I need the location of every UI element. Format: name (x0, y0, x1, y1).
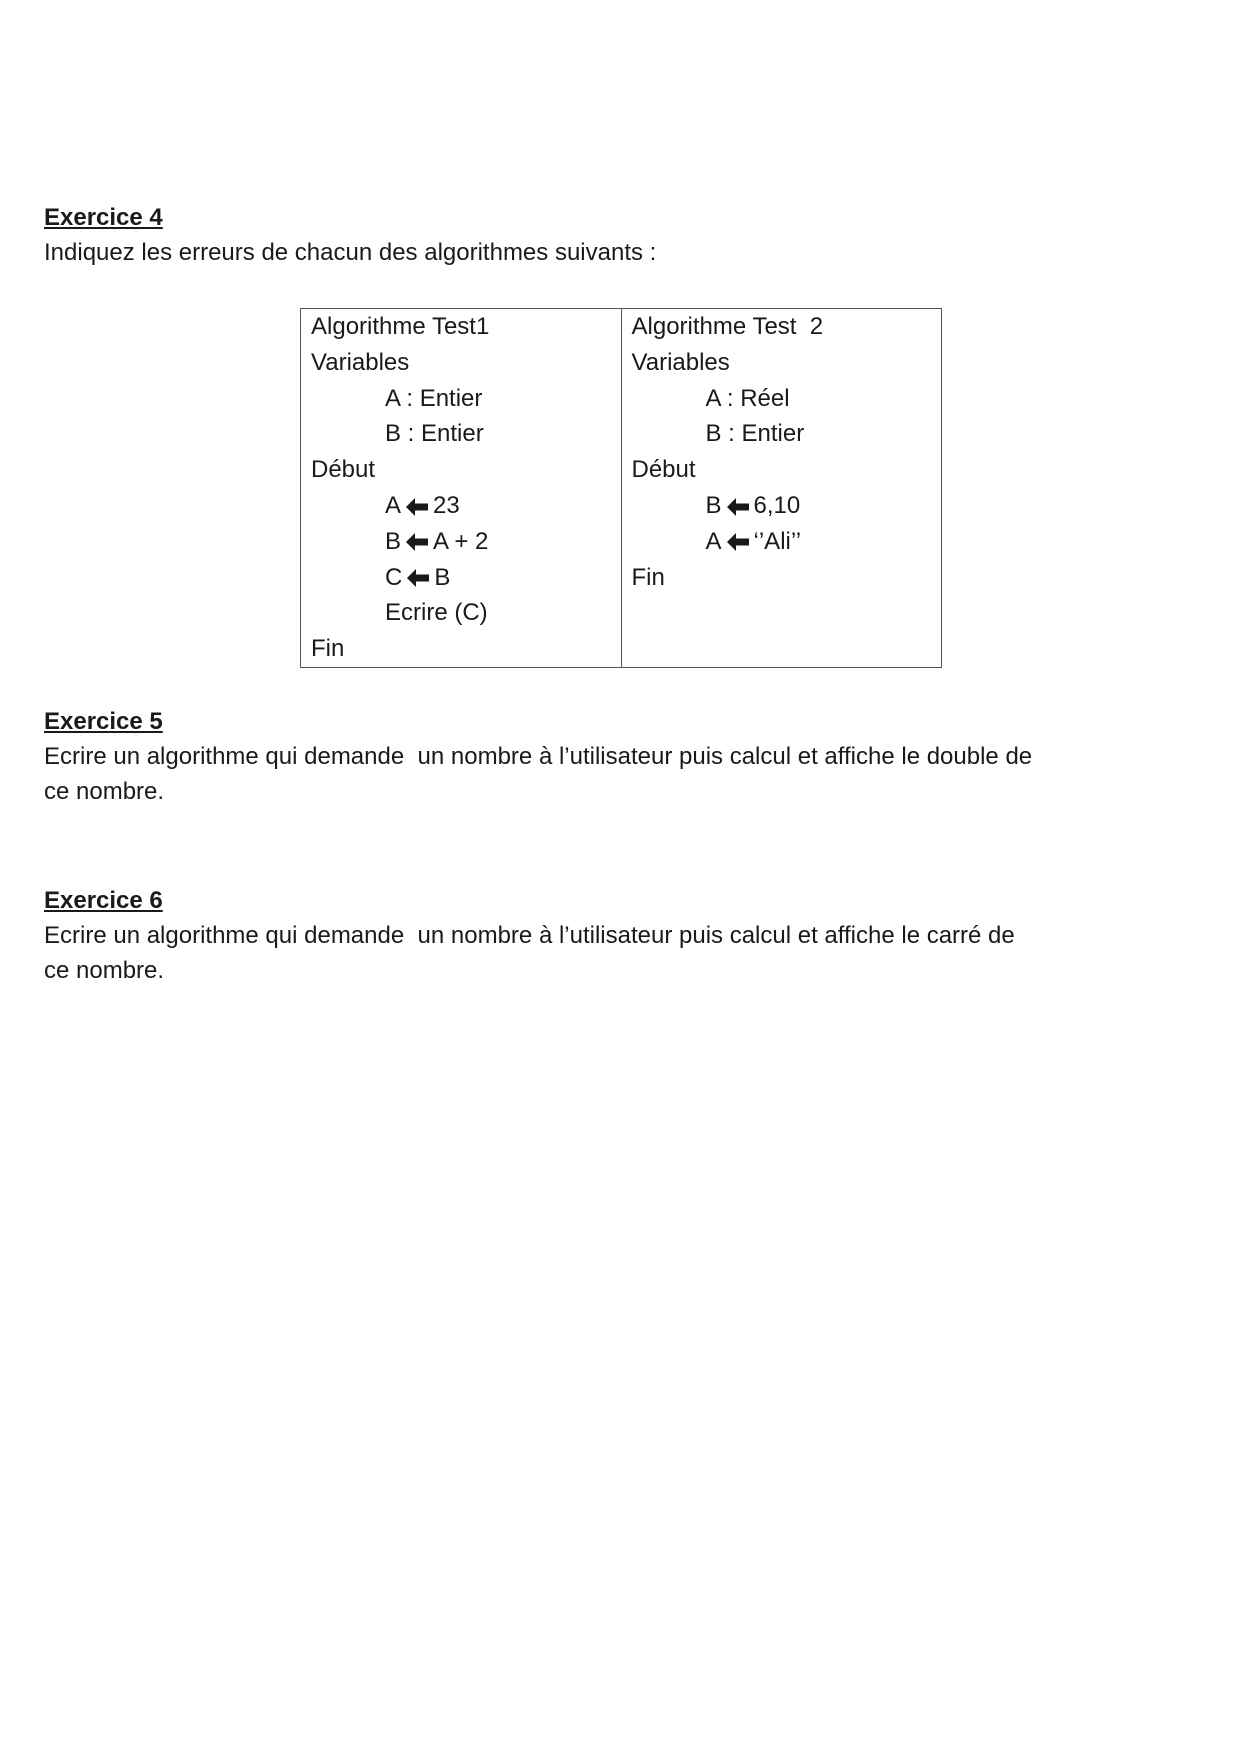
fin-label: Fin (311, 635, 345, 663)
assignment-rhs: 23 (433, 491, 460, 519)
assignment-lhs: A (705, 527, 722, 555)
exercice-6-section (44, 883, 1144, 988)
exercice-6-text: Ecrire un algorithme qui demande un nombre à l’utilisateur puis calcul et affiche le carré de ce nombre. (44, 922, 1022, 984)
left-arrow-icon (726, 532, 750, 552)
assignment-statement (632, 488, 942, 524)
exercice-5-title: Exercice 5 (44, 708, 163, 735)
algorithm-title: Algorithme Test 2 (631, 313, 824, 340)
left-arrow-icon (405, 497, 429, 517)
variable-declaration: A : Entier (385, 384, 483, 412)
variables-label: Variables (311, 348, 410, 376)
fin-label: Fin (631, 563, 665, 591)
variable-declaration: B : Entier (385, 420, 484, 448)
exercice-5-text: Ecrire un algorithme qui demande un nombre à l’utilisateur puis calcul et affiche le double de ce nombre. (44, 743, 1039, 805)
table-row (301, 309, 942, 668)
exercice-4-title: Exercice 4 (44, 204, 163, 231)
exercice-6-title: Exercice 6 (44, 887, 163, 914)
assignment-statement (311, 560, 621, 596)
assignment-lhs: B (705, 491, 722, 519)
assignment-lhs: C (385, 563, 403, 591)
debut-label: Début (631, 456, 696, 484)
exercice-5-section (44, 704, 1144, 809)
exercice-4-section (44, 200, 1144, 270)
assignment-lhs: A (385, 491, 402, 519)
algorithm-test1-cell (301, 309, 622, 668)
assignment-rhs: B (434, 563, 451, 591)
assignment-statement (311, 488, 621, 524)
variable-declaration: A : Réel (705, 384, 790, 412)
assignment-lhs: B (385, 527, 402, 555)
variables-label: Variables (631, 348, 730, 376)
left-arrow-icon (406, 568, 430, 588)
assignment-rhs: A + 2 (433, 527, 489, 555)
assignment-statement (632, 524, 942, 560)
exercice-4-text: Indiquez les erreurs de chacun des algorithmes suivants : (44, 239, 657, 266)
assignment-rhs: ‘’Ali’’ (753, 527, 802, 555)
algorithm-test2-cell (621, 309, 942, 668)
algorithm-title: Algorithme Test1 (311, 313, 490, 340)
assignment-rhs: 6,10 (753, 491, 801, 519)
assignment-statement (311, 524, 621, 560)
algorithms-table (300, 308, 942, 668)
debut-label: Début (311, 456, 376, 484)
variable-declaration: B : Entier (705, 420, 805, 448)
left-arrow-icon (726, 497, 750, 517)
left-arrow-icon (405, 532, 429, 552)
write-statement: Ecrire (C) (385, 599, 488, 627)
